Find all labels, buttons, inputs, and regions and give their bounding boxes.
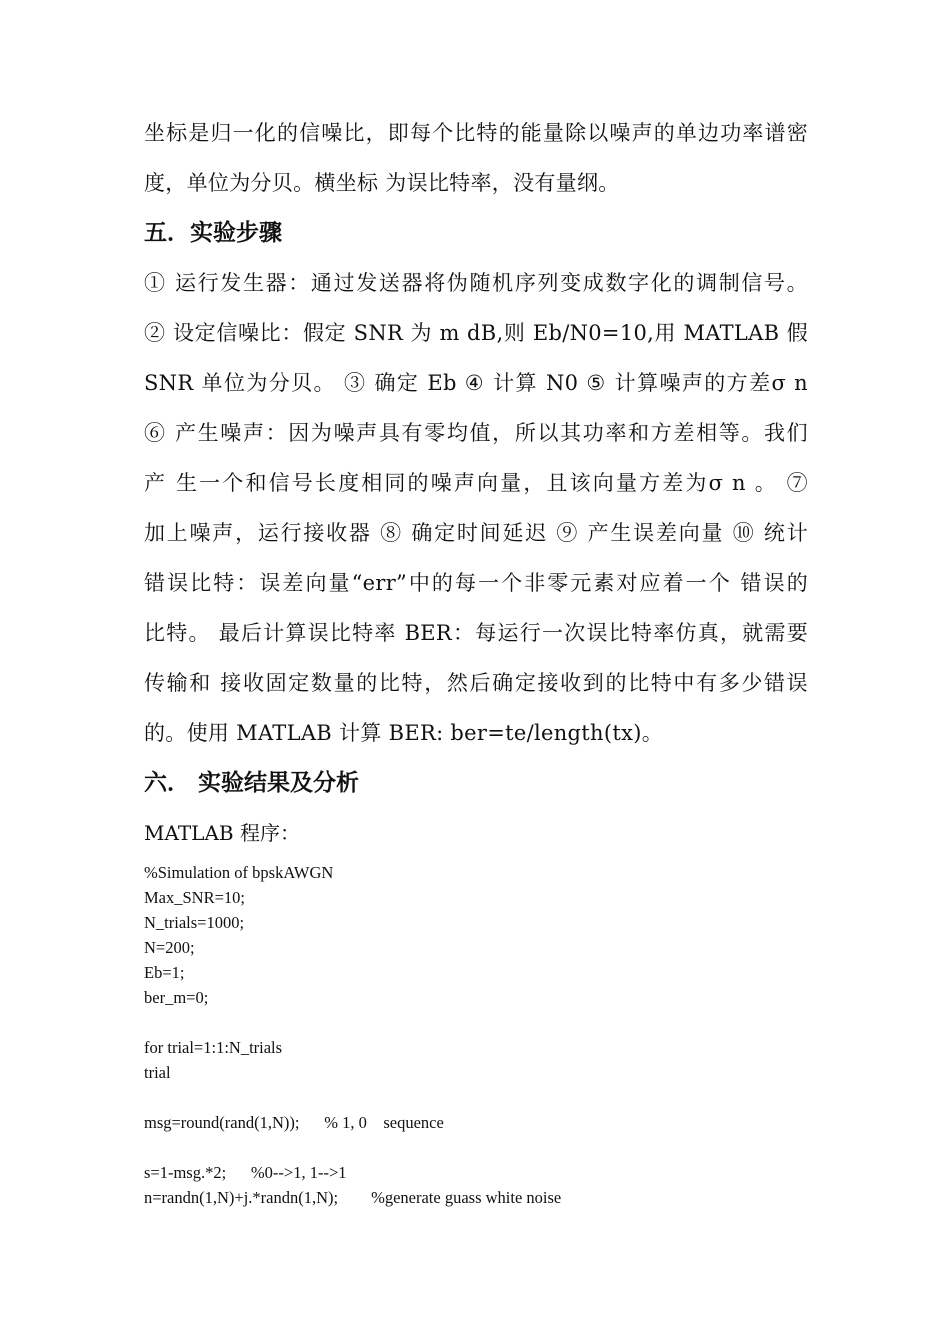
code-line: msg=round(rand(1,N)); % 1, 0 sequence xyxy=(144,1113,444,1132)
matlab-program-label: MATLAB 程序： xyxy=(144,821,300,845)
code-line: n=randn(1,N)+j.*randn(1,N); %generate guass white noise xyxy=(144,1188,562,1207)
step-line-2: ② 设定信噪比：假定 SNR 为 m dB,则 Eb/N0=10,用 MATLAB 假 xyxy=(144,321,808,345)
step-line-10: 的。使用 MATLAB 计算 BER: ber=te/length(tx)。 xyxy=(144,721,664,745)
step-line-1: ① 运行发生器：通过发送器将伪随机序列变成数字化的调制信号。 xyxy=(144,271,808,295)
code-line: ber_m=0; xyxy=(144,988,209,1007)
code-blank-line xyxy=(144,1010,808,1035)
step-line-4: ⑥ 产生噪声：因为噪声具有零均值，所以其功率和方差相等。我们 xyxy=(144,421,808,445)
code-line: Max_SNR=10; xyxy=(144,888,245,907)
code-blank-line xyxy=(144,1135,808,1160)
intro-line-1: 坐标是归一化的信噪比，即每个比特的能量除以噪声的单边功率谱密 xyxy=(144,121,808,145)
code-line: for trial=1:1:N_trials xyxy=(144,1038,283,1057)
code-blank-line xyxy=(144,1085,808,1110)
document-page xyxy=(144,108,808,1210)
code-line: %Simulation of bpskAWGN xyxy=(144,863,334,882)
code-line: trial xyxy=(144,1063,171,1082)
step-line-6: 加上噪声，运行接收器 ⑧ 确定时间延迟 ⑨ 产生误差向量 ⑩ 统计 xyxy=(144,521,808,545)
section-6-heading: 六． 实验结果及分析 xyxy=(144,770,360,796)
step-line-5: 产 生一个和信号长度相同的噪声向量，且该向量方差为σ n 。 ⑦ xyxy=(144,471,808,495)
code-line: s=1-msg.*2; %0-->1, 1-->1 xyxy=(144,1163,347,1182)
step-line-3: SNR 单位为分贝。 ③ 确定 Eb ④ 计算 N0 ⑤ 计算噪声的方差σ n xyxy=(144,371,808,395)
step-line-9: 传输和 接收固定数量的比特，然后确定接收到的比特中有多少错误 xyxy=(144,671,808,695)
code-line: N_trials=1000; xyxy=(144,913,245,932)
step-line-7: 错误比特：误差向量“err”中的每一个非零元素对应着一个 错误的 xyxy=(144,571,808,595)
code-line: N=200; xyxy=(144,938,195,957)
code-line: Eb=1; xyxy=(144,963,185,982)
step-line-8: 比特。 最后计算误比特率 BER：每运行一次误比特率仿真，就需要 xyxy=(144,621,808,645)
section-5-heading: 五．实验步骤 xyxy=(144,220,282,246)
matlab-code-block xyxy=(144,860,808,1210)
intro-line-2: 度，单位为分贝。横坐标 为误比特率，没有量纲。 xyxy=(144,171,620,195)
